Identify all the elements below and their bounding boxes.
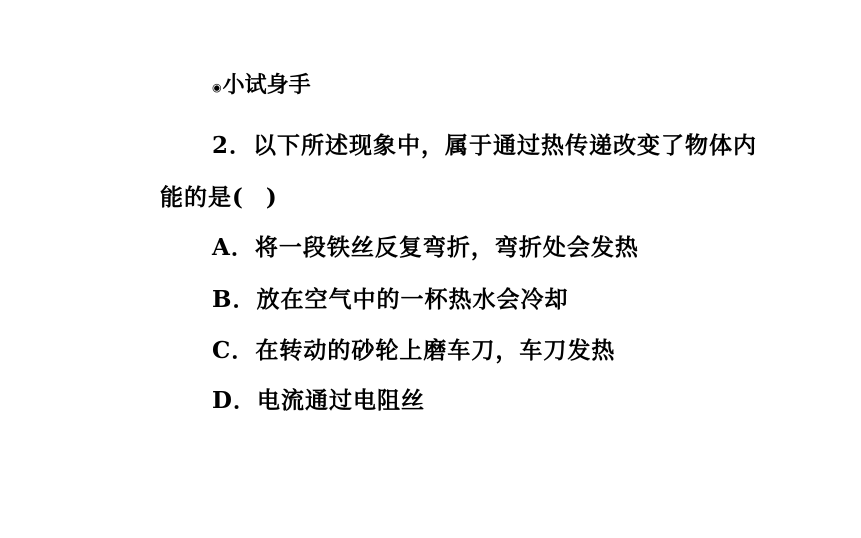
section-heading-text: 小试身手 <box>222 72 311 98</box>
option-letter: D． <box>212 387 257 414</box>
question-line-1 <box>212 131 757 161</box>
option-a <box>212 233 639 263</box>
bullet-icon: ◉ <box>212 81 222 94</box>
option-letter: C． <box>212 337 256 364</box>
option-text: 将一段铁丝反复弯折，弯折处会发热 <box>254 234 639 261</box>
option-c <box>212 336 615 366</box>
question-line-2 <box>160 183 278 213</box>
question-close-paren: ) <box>265 184 278 211</box>
option-text: 放在空气中的一杯热水会冷却 <box>256 286 569 313</box>
question-text-line-2: 能的是( <box>160 184 244 211</box>
option-d <box>212 386 425 416</box>
question-text-line-1: 以下所述现象中，属于通过热传递改变了物体内 <box>253 132 758 159</box>
option-text: 在转动的砂轮上磨车刀，车刀发热 <box>255 337 616 364</box>
option-text: 电流通过电阻丝 <box>256 387 425 414</box>
question-number: 2． <box>212 132 254 159</box>
section-heading <box>212 70 311 103</box>
option-letter: B． <box>212 286 257 313</box>
option-letter: A． <box>212 234 255 261</box>
option-b <box>212 285 568 315</box>
